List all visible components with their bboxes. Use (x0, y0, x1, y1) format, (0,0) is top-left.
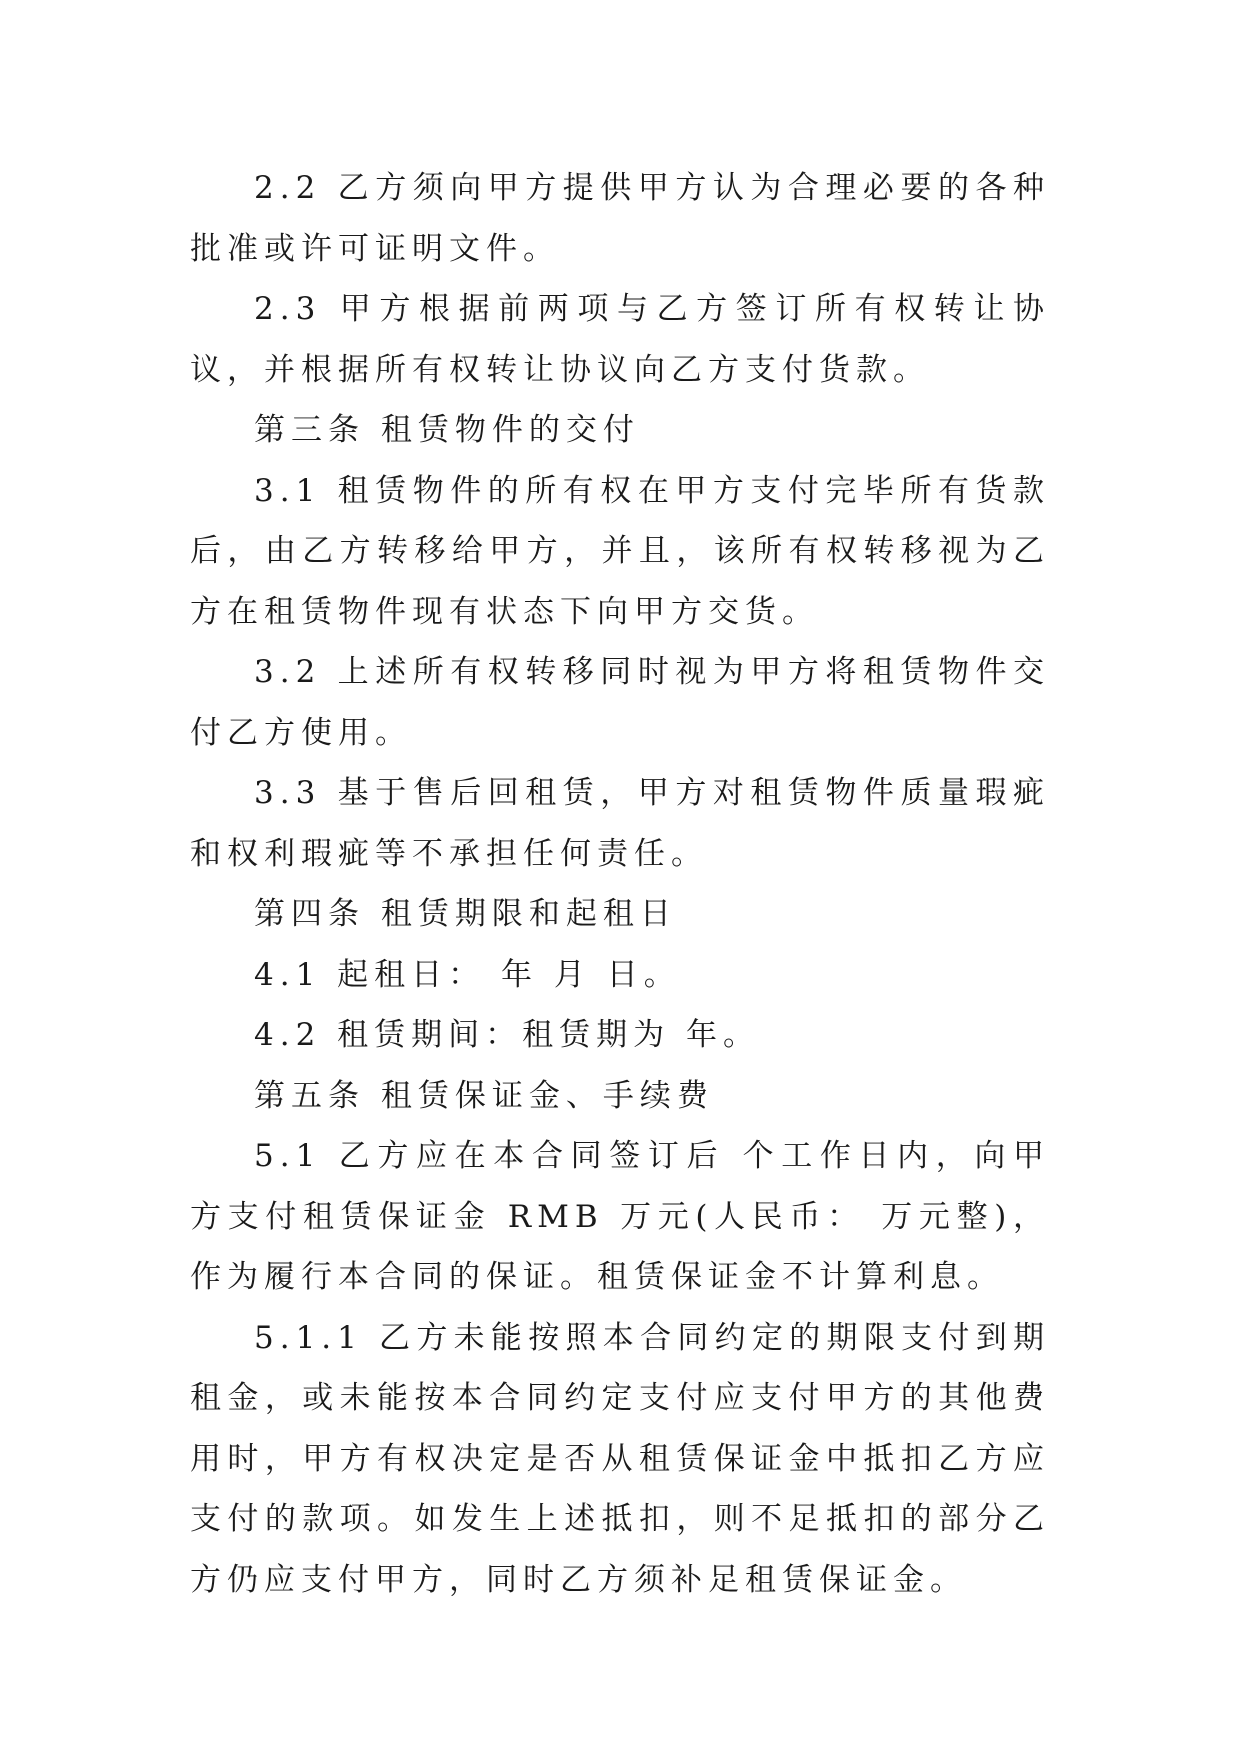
clause-2-2: 2.2 乙方须向甲方提供甲方认为合理必要的各种批准或许可证明文件。 (190, 170, 1050, 267)
article-3-heading: 第三条 租赁物件的交付 (254, 412, 640, 448)
clause-3-1: 3.1 租赁物件的所有权在甲方支付完毕所有货款后，由乙方转移给甲方，并且，该所有权转移视为乙方在租赁物件现有状态下向甲方交货。 (190, 472, 1050, 630)
document-body (190, 158, 1050, 1610)
clause-4-2: 4.2 租赁期间：租赁期为 年。 (254, 1017, 761, 1053)
article-5-heading: 第五条 租赁保证金、手续费 (254, 1077, 714, 1114)
clause-3-2: 3.2 上述所有权转移同时视为甲方将租赁物件交付乙方使用。 (190, 654, 1050, 751)
article-4-heading: 第四条 租赁期限和起租日 (254, 896, 677, 932)
clause-2-3: 2.3 甲方根据前两项与乙方签订所有权转让协议，并根据所有权转让协议向乙方支付货款。 (190, 291, 1050, 388)
clause-4-1: 4.1 起租日： 年 月 日。 (254, 956, 681, 993)
clause-5-1: 5.1 乙方应在本合同签订后 个工作日内，向甲方支付租赁保证金 RMB 万元(人民币： 万元整)，作为履行本合同的保证。租赁保证金不计算利息。 (190, 1138, 1050, 1295)
clause-3-3: 3.3 基于售后回租赁，甲方对租赁物件质量瑕疵和权利瑕疵等不承担任何责任。 (190, 775, 1050, 872)
clause-5-1-1: 5.1.1 乙方未能按照本合同约定的期限支付到期租金，或未能按本合同约定支付应支付甲方的其他费用时，甲方有权决定是否从租赁保证金中抵扣乙方应支付的款项。如发生上述抵扣，则不足抵扣的部分乙方仍应支付甲方，同时乙方须补足租赁保证金。 (190, 1319, 1050, 1598)
